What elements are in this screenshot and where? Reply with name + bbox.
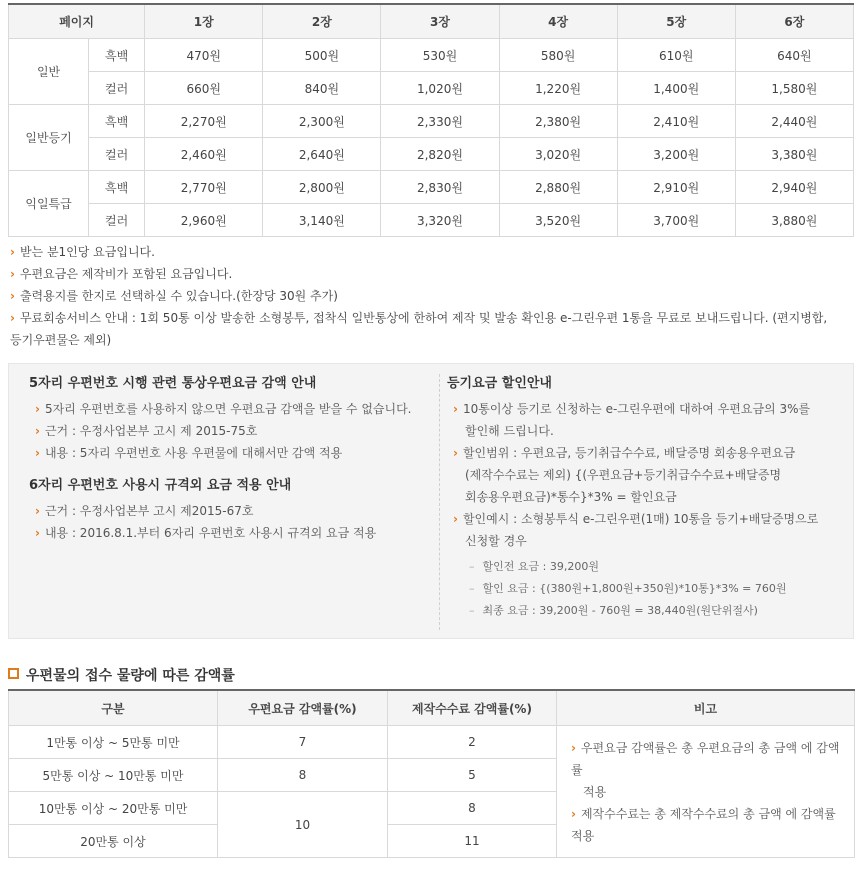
production-rate-cell: 11 bbox=[388, 825, 557, 858]
zip5-item: › 5자리 우편번호를 사용하지 않으면 우편요금 감액을 받을 수 없습니다. bbox=[35, 402, 412, 416]
price-cell: 1,580원 bbox=[735, 72, 853, 105]
price-cell: 2,640원 bbox=[263, 138, 381, 171]
info-box bbox=[8, 363, 854, 639]
header-postage-rate: 우편요금 감액률(%) bbox=[218, 690, 388, 726]
header-2: 2장 bbox=[263, 4, 381, 39]
type-label: 컬러 bbox=[89, 138, 145, 171]
price-cell: 2,880원 bbox=[499, 171, 617, 204]
registered-discount-title: 등기요금 할인안내 bbox=[447, 376, 552, 391]
note-item-continued: 등기우편물은 제외) bbox=[10, 333, 112, 347]
price-cell: 2,440원 bbox=[735, 105, 853, 138]
chevron-right-icon: › bbox=[453, 446, 458, 460]
price-cell: 3,200원 bbox=[617, 138, 735, 171]
chevron-right-icon: › bbox=[10, 311, 15, 325]
dash-icon: – bbox=[469, 560, 475, 573]
price-cell: 2,910원 bbox=[617, 171, 735, 204]
price-cell: 840원 bbox=[263, 72, 381, 105]
chevron-right-icon: › bbox=[453, 402, 458, 416]
zip6-item: › 근거 : 우정사업본부 고시 제2015-67호 bbox=[35, 504, 254, 518]
chevron-right-icon: › bbox=[10, 267, 15, 281]
registered-item: › 10통이상 등기로 신청하는 e-그린우편에 대하여 우편요금의 3%를 bbox=[453, 402, 811, 416]
price-cell: 2,300원 bbox=[263, 105, 381, 138]
range-cell: 10만통 이상 ~ 20만통 미만 bbox=[9, 792, 218, 825]
table-row bbox=[9, 105, 854, 138]
type-label: 흑백 bbox=[89, 105, 145, 138]
postage-rate-cell: 10 bbox=[218, 792, 388, 858]
price-cell: 3,700원 bbox=[617, 204, 735, 237]
registered-item: › 할인범위 : 우편요금, 등기취급수수료, 배달증명 회송용우편요금 bbox=[453, 446, 796, 460]
price-cell: 580원 bbox=[499, 39, 617, 72]
note-item: › 받는 분1인당 요금입니다. bbox=[10, 245, 155, 259]
zip5-item: › 근거 : 우정사업본부 고시 제 2015-75호 bbox=[35, 424, 258, 438]
price-cell: 2,770원 bbox=[145, 171, 263, 204]
type-label: 흑백 bbox=[89, 171, 145, 204]
price-cell: 500원 bbox=[263, 39, 381, 72]
remark-item: › 제작수수료는 총 제작수수료의 총 금액 에 감액률 적용 bbox=[571, 806, 836, 843]
range-cell: 1만통 이상 ~ 5만통 미만 bbox=[9, 726, 218, 759]
dash-icon: – bbox=[469, 604, 475, 617]
price-cell: 2,460원 bbox=[145, 138, 263, 171]
header-3: 3장 bbox=[381, 4, 499, 39]
chevron-right-icon: › bbox=[35, 504, 40, 518]
table-row bbox=[9, 72, 854, 105]
registered-item: › 할인예시 : 소형봉투식 e-그린우편(1매) 10통을 등기+배달증명으로 bbox=[453, 512, 819, 526]
group-label: 익일특급 bbox=[9, 171, 89, 237]
discount-table bbox=[8, 689, 855, 858]
header-remarks: 비고 bbox=[557, 690, 855, 726]
discount-header-row bbox=[9, 690, 855, 726]
zip6-item: › 내용 : 2016.8.1.부터 6자리 우편번호 사용시 규격외 요금 적용 bbox=[35, 526, 377, 540]
example-sub: – 최종 요금 : 39,200원 - 760원 = 38,440원(원단위절사) bbox=[469, 604, 758, 617]
price-cell: 2,830원 bbox=[381, 171, 499, 204]
price-cell: 2,800원 bbox=[263, 171, 381, 204]
postage-rate-cell: 7 bbox=[218, 726, 388, 759]
registered-item-cont: 할인해 드립니다. bbox=[465, 424, 554, 438]
example-sub: – 할인전 요금 : 39,200원 bbox=[469, 560, 599, 573]
range-cell: 5만통 이상 ~ 10만통 미만 bbox=[9, 759, 218, 792]
chevron-right-icon: › bbox=[35, 446, 40, 460]
price-cell: 3,320원 bbox=[381, 204, 499, 237]
type-label: 컬러 bbox=[89, 204, 145, 237]
production-rate-cell: 8 bbox=[388, 792, 557, 825]
header-1: 1장 bbox=[145, 4, 263, 39]
price-cell: 3,020원 bbox=[499, 138, 617, 171]
chevron-right-icon: › bbox=[453, 512, 458, 526]
price-cell: 3,380원 bbox=[735, 138, 853, 171]
price-cell: 660원 bbox=[145, 72, 263, 105]
price-cell: 1,020원 bbox=[381, 72, 499, 105]
price-cell: 2,940원 bbox=[735, 171, 853, 204]
price-cell: 640원 bbox=[735, 39, 853, 72]
header-5: 5장 bbox=[617, 4, 735, 39]
note-item: › 무료회송서비스 안내 : 1회 50통 이상 발송한 소형봉투, 접착식 일반통상에 한하여 제작 및 발송 확인용 e-그린우편 1통을 무료로 보내드립니다. (편지병합, bbox=[10, 311, 828, 325]
header-4: 4장 bbox=[499, 4, 617, 39]
header-production-rate: 제작수수료 감액률(%) bbox=[388, 690, 557, 726]
production-rate-cell: 5 bbox=[388, 759, 557, 792]
registered-item-cont: 신청할 경우 bbox=[465, 534, 527, 548]
price-cell: 3,520원 bbox=[499, 204, 617, 237]
zip6-title: 6자리 우편번호 사용시 규격외 요금 적용 안내 bbox=[29, 478, 292, 493]
group-label: 일반 bbox=[9, 39, 89, 105]
note-item: › 우편요금은 제작비가 포함된 요금입니다. bbox=[10, 267, 233, 281]
zip5-title: 5자리 우편번호 시행 관련 통상우편요금 감액 안내 bbox=[29, 376, 317, 391]
chevron-right-icon: › bbox=[35, 424, 40, 438]
price-cell: 1,220원 bbox=[499, 72, 617, 105]
group-label: 일반등기 bbox=[9, 105, 89, 171]
note-item: › 출력용지를 한지로 선택하실 수 있습니다.(한장당 30원 추가) bbox=[10, 289, 338, 303]
remarks-cell bbox=[557, 726, 855, 858]
range-cell: 20만통 이상 bbox=[9, 825, 218, 858]
production-rate-cell: 2 bbox=[388, 726, 557, 759]
price-cell: 2,330원 bbox=[381, 105, 499, 138]
price-cell: 3,880원 bbox=[735, 204, 853, 237]
price-cell: 2,270원 bbox=[145, 105, 263, 138]
price-cell: 2,380원 bbox=[499, 105, 617, 138]
remark-item-cont: 적용 bbox=[583, 784, 607, 799]
price-table bbox=[8, 3, 854, 237]
price-cell: 2,820원 bbox=[381, 138, 499, 171]
table-row bbox=[9, 39, 854, 72]
price-cell: 1,400원 bbox=[617, 72, 735, 105]
price-cell: 3,140원 bbox=[263, 204, 381, 237]
postage-rate-cell: 8 bbox=[218, 759, 388, 792]
chevron-right-icon: › bbox=[10, 289, 15, 303]
chevron-right-icon: › bbox=[10, 245, 15, 259]
header-page: 페이지 bbox=[9, 4, 145, 39]
price-cell: 530원 bbox=[381, 39, 499, 72]
type-label: 흑백 bbox=[89, 39, 145, 72]
example-sub: – 할인 요금 : {(380원+1,800원+350원)*10통}*3% = 760원 bbox=[469, 582, 787, 595]
price-cell: 2,960원 bbox=[145, 204, 263, 237]
header-category: 구분 bbox=[9, 690, 218, 726]
chevron-right-icon: › bbox=[35, 402, 40, 416]
table-row bbox=[9, 138, 854, 171]
chevron-right-icon: › bbox=[571, 740, 576, 755]
price-cell: 2,410원 bbox=[617, 105, 735, 138]
price-cell: 610원 bbox=[617, 39, 735, 72]
price-notes bbox=[10, 241, 850, 351]
table-row bbox=[9, 171, 854, 204]
type-label: 컬러 bbox=[89, 72, 145, 105]
box-divider bbox=[439, 374, 440, 630]
registered-item-cont: 회송용우편요금)*통수}*3% = 할인요금 bbox=[465, 490, 677, 504]
price-cell: 470원 bbox=[145, 39, 263, 72]
discount-section-title: 우편물의 접수 물량에 따른 감액률 bbox=[8, 665, 235, 685]
dash-icon: – bbox=[469, 582, 475, 595]
chevron-right-icon: › bbox=[571, 806, 576, 821]
price-header-row bbox=[9, 4, 854, 39]
zip5-item: › 내용 : 5자리 우편번호 사용 우편물에 대해서만 감액 적용 bbox=[35, 446, 343, 460]
remark-item: › 우편요금 감액률은 총 우편요금의 총 금액 에 감액률 bbox=[571, 740, 840, 777]
chevron-right-icon: › bbox=[35, 526, 40, 540]
table-row bbox=[9, 726, 855, 759]
table-row bbox=[9, 204, 854, 237]
square-bullet-icon bbox=[8, 668, 19, 679]
header-6: 6장 bbox=[735, 4, 853, 39]
registered-item-cont: (제작수수료는 제외) {(우편요금+등기취급수수료+배달증명 bbox=[465, 468, 782, 482]
